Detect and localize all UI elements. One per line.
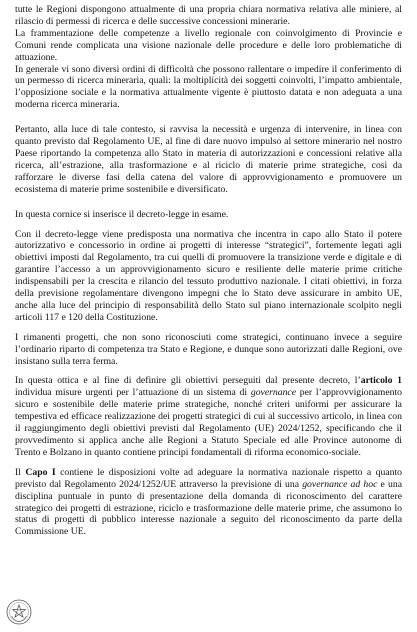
document-body bbox=[15, 4, 402, 538]
paragraph-8-text-a: In questa ottica e al fine di definire gli obiettivi perseguiti dal presente decreto, l’ bbox=[15, 375, 361, 387]
paragraph-1: tutte le Regioni dispongono attualmente di una propria chiara normativa relativa alle miniere, al rilascio di permessi di ricerca e delle successive concessioni minerarie. bbox=[15, 4, 402, 27]
capo-1-label: Capo I bbox=[25, 466, 56, 478]
paragraph-8 bbox=[15, 375, 402, 458]
paragraph-2: La frammentazione delle competenze a livello regionale con coinvolgimento di Provincie e Comuni rende complicata una visione nazionale delle procedure e delle loro problematiche di attuazione. bbox=[15, 27, 402, 63]
paragraph-9-text-c: e una disciplina puntuale in punto di presentazione della domanda di riconoscimento del carattere strategico dei progetti di estrazione, riciclo e trasformazione delle materie prime, che assumono lo status di progetti di pubblico interesse nazionale a seguito del riconoscimento da parte della Commissione UE. bbox=[15, 478, 402, 538]
paragraph-8-text-c: per l’approvvigionamento sicuro e sostenibile delle materie prime strategiche, nonché criteri uniformi per assicurare la tempestiva ed efficace realizzazione dei progetti strategici di cui al successivo articolo, in linea con il raggiungimento degli obiettivi previsti dal Regolamento (UE) 2024/1252, specificando che il provvedimento si applica anche alle Regioni a Statuto Speciale ed alle Province autonome di Trento e Bolzano in quanto contiene principi fondamentali di riforma economico-sociale. bbox=[15, 387, 402, 458]
article-1-label: articolo 1 bbox=[360, 375, 402, 387]
paragraph-4: Pertanto, alla luce di tale contesto, si ravvisa la necessità e urgenza di intervenire, in linea con quanto previsto dal Regolamento UE, al fine di dare nuovo impulso al settore minerario nel nostro Paese riportando la competenza allo Stato in materia di autorizzazioni e concessioni relative alla ricerca, all’estrazione, alla trasformazione e al riciclo di materie prime strategiche, così da rafforzare le diverse fasi della catena del valore di approvvigionamento e promuovere un ecosistema di materie prime sostenibile e diversificato. bbox=[15, 124, 402, 195]
paragraph-8-text-b: individua misure urgenti per l’attuazione di un sistema di bbox=[15, 387, 251, 399]
italian-republic-emblem-icon bbox=[6, 599, 32, 625]
governance-ad-hoc-term: governance ad hoc bbox=[302, 478, 378, 490]
paragraph-5: In questa cornice si inserisce il decreto-legge in esame. bbox=[15, 208, 229, 220]
paragraph-6: Con il decreto-legge viene predisposta una normativa che incentra in capo allo Stato il potere autorizzativo e concessorio in ordine ai progetti di interesse “strategici”, fortemente legati agli obiettivi imposti dal Regolamento, tra cui quelli di promuovere la transizione verde e digitale e di garantire l’accesso a un approvvigionamento sicuro e resiliente delle materie prime critiche indispensabili per la crescita e rilancio del tessuto produttivo nazionale. I citati obiettivi, in forza della previsione regolamentare divengono impegni che lo Stato deve assicurare in ambito UE, anche alla luce del principio di responsabilità dello Stato sul piano internazionale scolpito negli articoli 117 e 120 della Costituzione. bbox=[15, 228, 402, 323]
paragraph-7: I rimanenti progetti, che non sono riconosciuti come strategici, continuano invece a seguire l’ordinario riparto di competenza tra Stato e Regione, e dunque sono autorizzati dalle Regioni, ove insistano sulla terra ferma. bbox=[15, 331, 402, 367]
paragraph-3: In generale vi sono diversi ordini di difficoltà che possono rallentare o impedire il conferimento di un permesso di ricerca mineraria, quali: la moltiplicità dei soggetti coinvolti, l’impatto ambientale, l’opposizione sociale e la normativa attualmente vigente è piuttosto datata e non adeguata a una moderna ricerca mineraria. bbox=[15, 63, 402, 111]
governance-term: governance bbox=[250, 387, 297, 399]
paragraph-9-text-a: Il bbox=[15, 466, 26, 478]
paragraph-9 bbox=[15, 467, 402, 538]
paragraph-9-text-b: contiene le disposizioni volte ad adeguare la normativa nazionale rispetto a quanto previsto dal Regolamento 2024/1252/UE attraverso la previsione di una bbox=[15, 466, 403, 490]
